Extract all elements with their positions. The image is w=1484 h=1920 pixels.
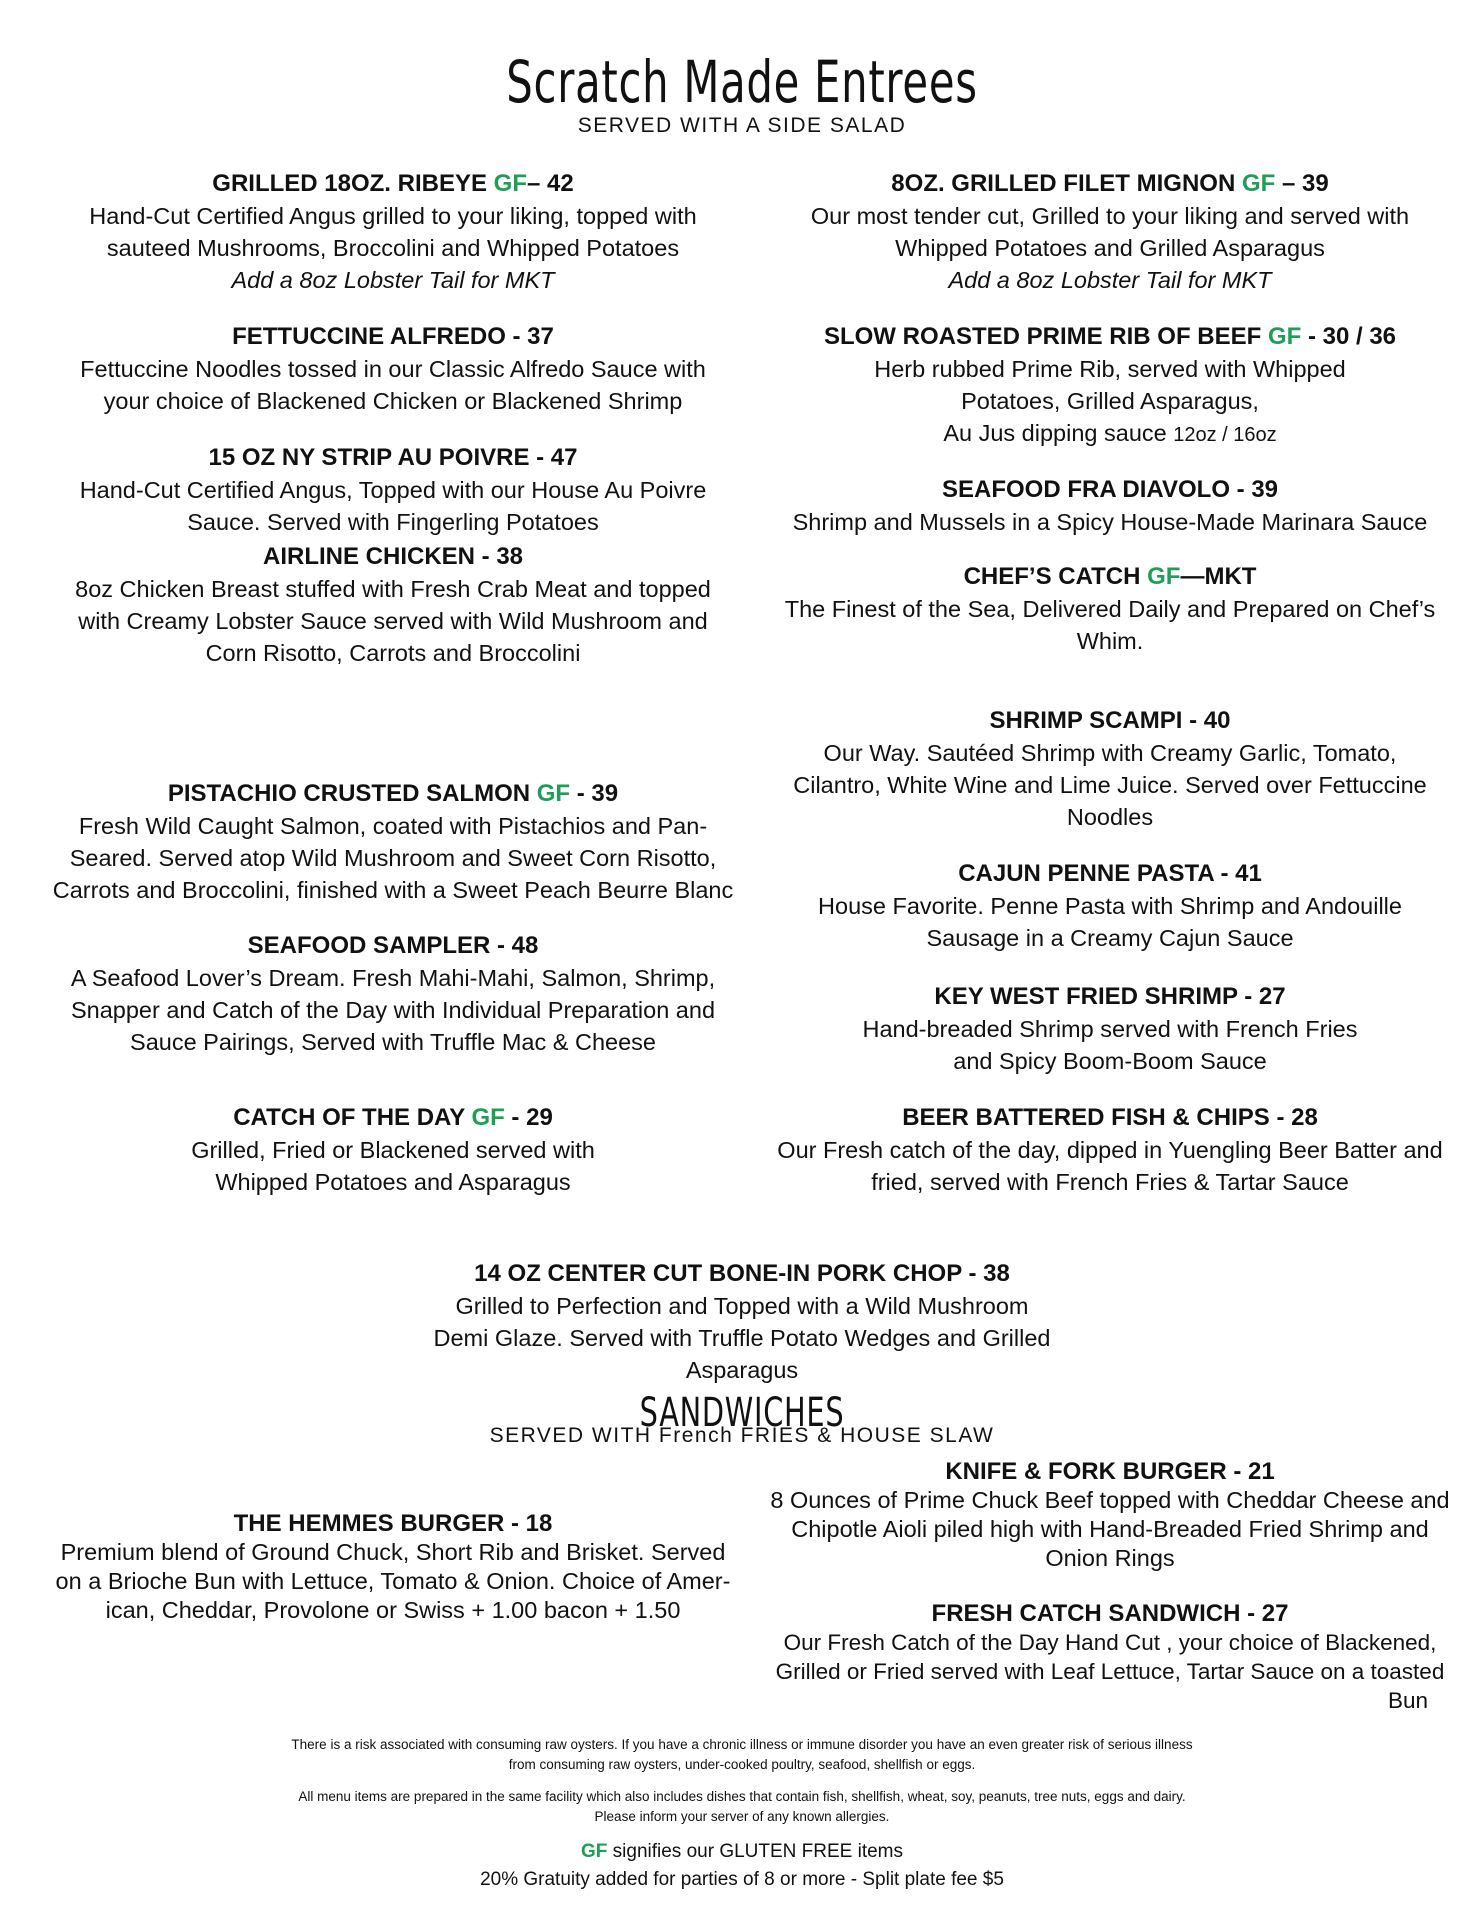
- item-title: CAJUN PENNE PASTA - 41: [958, 860, 1262, 887]
- gratuity-note: 20% Gratuity added for parties of 8 or more - Split plate fee $5: [480, 1869, 1004, 1890]
- item-description: Carrots and Broccolini, finished with a Sweet Peach Beurre Blanc: [52, 877, 734, 903]
- menu-item-cajun-penne: [752, 858, 1468, 954]
- item-description: Potatoes, Grilled Asparagus,: [961, 388, 1259, 414]
- menu-item-salmon: [38, 778, 748, 906]
- item-description: Hand-Cut Certified Angus grilled to your liking, topped with: [89, 203, 697, 229]
- item-description: Our Way. Sautéed Shrimp with Creamy Garlic, Tomato,: [823, 740, 1397, 766]
- item-description: 8 Ounces of Prime Chuck Beef topped with Cheddar Cheese and: [770, 1487, 1450, 1513]
- item-description: Sauce. Served with Fingerling Potatoes: [187, 509, 599, 535]
- item-title: PISTACHIO CRUSTED SALMON GF - 39: [167, 780, 619, 807]
- item-description: Fettuccine Noodles tossed in our Classic Alfredo Sauce with: [80, 356, 706, 382]
- gf-badge: GF: [580, 1841, 608, 1862]
- item-description: Our most tender cut, Grilled to your liking and served with: [810, 203, 1410, 229]
- item-title: 15 OZ NY STRIP AU POIVRE - 47: [208, 444, 578, 471]
- menu-item-fresh-catch-sandwich: [752, 1600, 1468, 1715]
- menu-item-fish-and-chips: [752, 1102, 1468, 1198]
- item-sizes: 12oz / 16oz: [1173, 424, 1277, 446]
- sandwiches-subtitle: SERVED WITH French FRIES & HOUSE SLAW: [489, 1424, 995, 1447]
- item-description: Herb rubbed Prime Rib, served with Whipped: [874, 356, 1346, 382]
- item-title: SEAFOOD SAMPLER - 48: [247, 932, 539, 959]
- menu-item-filet: [752, 168, 1468, 296]
- item-description: Premium blend of Ground Chuck, Short Rib and Brisket. Served: [60, 1539, 726, 1565]
- item-title: KNIFE & FORK BURGER - 21: [945, 1458, 1275, 1485]
- menu-item-prime-rib: [752, 321, 1468, 451]
- item-description: Seared. Served atop Wild Mushroom and Sweet Corn Risotto,: [69, 845, 717, 871]
- item-title: AIRLINE CHICKEN - 38: [262, 543, 524, 570]
- gf-legend: GF signifies our GLUTEN FREE items: [580, 1841, 904, 1862]
- menu-item-catch-of-the-day: [38, 1102, 748, 1198]
- item-title: KEY WEST FRIED SHRIMP - 27: [934, 983, 1286, 1010]
- item-description: Our Fresh Catch of the Day Hand Cut , your choice of Blackened,: [783, 1630, 1437, 1655]
- item-description: 8oz Chicken Breast stuffed with Fresh Crab Meat and topped: [75, 576, 711, 602]
- item-title: 14 OZ CENTER CUT BONE-IN PORK CHOP - 38: [474, 1260, 1010, 1287]
- item-description: your choice of Blackened Chicken or Blackened Shrimp: [103, 388, 683, 414]
- item-description: Corn Risotto, Carrots and Broccolini: [205, 640, 581, 666]
- item-note: Add a 8oz Lobster Tail for MKT: [948, 267, 1272, 293]
- sandwiches-title: SANDWICHES: [639, 1390, 845, 1436]
- item-description: Au Jus dipping sauce 12oz / 16oz: [943, 420, 1277, 446]
- menu-item-chefs-catch: [752, 561, 1468, 657]
- item-title: FETTUCCINE ALFREDO - 37: [232, 323, 554, 350]
- gf-badge: GF: [1267, 323, 1302, 350]
- item-description: Shrimp and Mussels in a Spicy House-Made Marinara Sauce: [792, 509, 1428, 535]
- gf-badge: GF: [536, 780, 571, 807]
- item-description: House Favorite. Penne Pasta with Shrimp and Andouille: [818, 893, 1402, 919]
- item-title: CHEF’S CATCH GF—MKT: [963, 563, 1257, 590]
- item-note: Add a 8oz Lobster Tail for MKT: [231, 267, 555, 293]
- item-description: Hand-Cut Certified Angus, Topped with our House Au Poivre: [79, 477, 707, 503]
- item-description: Hand-breaded Shrimp served with French Fries: [862, 1016, 1358, 1042]
- item-description: The Finest of the Sea, Delivered Daily and Prepared on Chef’s: [784, 596, 1436, 622]
- item-description: Grilled, Fried or Blackened served with: [191, 1137, 595, 1163]
- item-description: Sausage in a Creamy Cajun Sauce: [926, 925, 1294, 951]
- gf-badge: GF: [1241, 170, 1276, 197]
- page-title: Scratch Made Entrees: [506, 48, 978, 116]
- allergy-disclaimer: All menu items are prepared in the same facility which also includes dishes that contain fish, shellfish, wheat, soy, peanuts, tree nuts, eggs and dairy. Please inform your server of any known allergies.: [298, 1789, 1186, 1824]
- item-description: A Seafood Lover’s Dream. Fresh Mahi-Mahi, Salmon, Shrimp,: [70, 965, 716, 991]
- item-title: BEER BATTERED FISH & CHIPS - 28: [902, 1104, 1318, 1131]
- menu-item-shrimp-scampi: [752, 705, 1468, 833]
- item-title: SEAFOOD FRA DIAVOLO - 39: [941, 476, 1279, 503]
- menu-item-alfredo: [38, 321, 748, 417]
- item-description: sauteed Mushrooms, Broccolini and Whipped Potatoes: [106, 235, 680, 261]
- item-description: Cilantro, White Wine and Lime Juice. Served over Fettuccine: [793, 772, 1427, 798]
- item-description: fried, served with French Fries & Tartar Sauce: [871, 1169, 1349, 1195]
- item-description: on a Brioche Bun with Lettuce, Tomato & Onion. Choice of Amer-: [55, 1568, 731, 1594]
- item-description: Snapper and Catch of the Day with Individual Preparation and: [70, 997, 716, 1023]
- item-title: FRESH CATCH SANDWICH - 27: [931, 1600, 1289, 1627]
- item-description: and Spicy Boom-Boom Sauce: [953, 1048, 1267, 1074]
- item-description: Whim.: [1076, 628, 1144, 654]
- menu-item-ny-strip: [38, 442, 748, 538]
- item-description: with Creamy Lobster Sauce served with Wild Mushroom and: [78, 608, 708, 634]
- menu-item-airline-chicken: [38, 541, 748, 669]
- gf-badge: GF: [471, 1104, 505, 1131]
- menu-item-hemmes-burger: [38, 1510, 748, 1625]
- menu-item-knife-fork-burger: [752, 1458, 1468, 1573]
- page-subtitle: SERVED WITH A SIDE SALAD: [577, 114, 907, 137]
- item-title: SHRIMP SCAMPI - 40: [989, 707, 1231, 734]
- item-description: Grilled to Perfection and Topped with a Wild Mushroom: [455, 1293, 1029, 1319]
- item-description: Demi Glaze. Served with Truffle Potato Wedges and Grilled: [433, 1325, 1051, 1351]
- menu-item-fra-diavolo: [752, 474, 1468, 538]
- item-description: Onion Rings: [1045, 1545, 1175, 1571]
- item-description: Bun: [1387, 1688, 1428, 1713]
- item-description: Fresh Wild Caught Salmon, coated with Pistachios and Pan-: [78, 813, 708, 839]
- menu-item-ribeye: [38, 168, 748, 296]
- raw-oyster-disclaimer: There is a risk associated with consuming raw oysters. If you have a chronic illness or immune disorder you have an even greater risk of serious illness from consuming raw oysters, under-cooked poultry, seafood, shellfish or eggs.: [291, 1737, 1193, 1772]
- item-title: SLOW ROASTED PRIME RIB OF BEEF GF - 30 / 36: [823, 323, 1397, 350]
- menu-item-pork-chop: [342, 1258, 1142, 1386]
- item-description: Grilled or Fried served with Leaf Lettuce, Tartar Sauce on a toasted: [775, 1659, 1445, 1684]
- menu-item-seafood-sampler: [38, 930, 748, 1058]
- item-description: ican, Cheddar, Provolone or Swiss + 1.00 bacon + 1.50: [105, 1597, 681, 1623]
- item-description: Asparagus: [685, 1357, 799, 1383]
- item-description: Noodles: [1066, 804, 1154, 830]
- item-description: Whipped Potatoes and Grilled Asparagus: [895, 235, 1325, 261]
- menu-item-fried-shrimp: [752, 981, 1468, 1077]
- item-description: Chipotle Aioli piled high with Hand-Breaded Fried Shrimp and: [791, 1516, 1429, 1542]
- item-title: THE HEMMES BURGER - 18: [233, 1510, 553, 1537]
- item-title: CATCH OF THE DAY GF - 29: [233, 1104, 553, 1131]
- item-description: Our Fresh catch of the day, dipped in Yuengling Beer Batter and: [777, 1137, 1443, 1163]
- item-title: 8OZ. GRILLED FILET MIGNON GF – 39: [891, 170, 1329, 197]
- item-title: GRILLED 18OZ. RIBEYE GF– 42: [212, 170, 574, 197]
- item-description: Sauce Pairings, Served with Truffle Mac & Cheese: [130, 1029, 656, 1055]
- item-description: Whipped Potatoes and Asparagus: [215, 1169, 571, 1195]
- gf-badge: GF: [493, 170, 527, 197]
- gf-badge: GF: [1147, 563, 1181, 590]
